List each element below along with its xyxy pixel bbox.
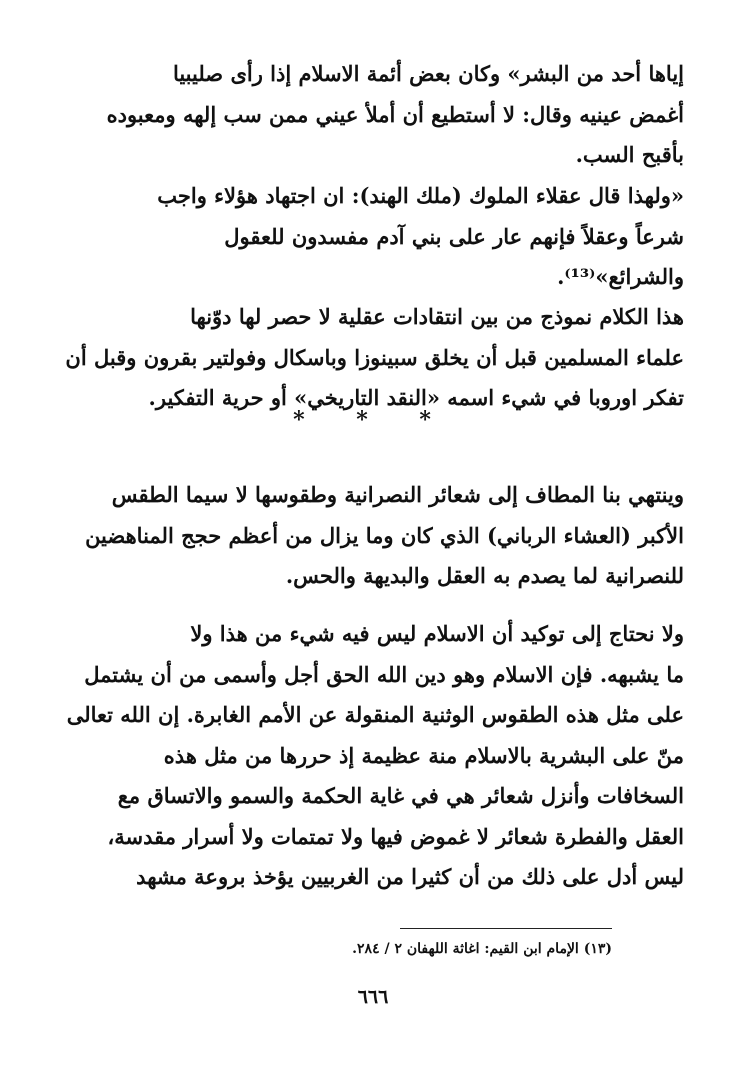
- paragraph-1: [62, 54, 684, 176]
- text-line: على مثل هذه الطقوس الوثنية المنقولة عن الأمم الغابرة. إن الله تعالى: [66, 702, 684, 727]
- footnote: (١٣) الإمام ابن القيم: اغاثة اللهفان ٢ / ٢٨٤.: [352, 941, 612, 957]
- text-line: شرعاً وعقلاً فإنهم عار على بني آدم مفسدون للعقول: [224, 223, 684, 249]
- text-line: هذا الكلام نموذج من بين انتقادات عقلية لا حصر لها دوّنها: [190, 304, 684, 329]
- paragraph-5: [62, 614, 684, 898]
- text-line: علماء المسلمين قبل أن يخلق سبينوزا وباسكال وفولتير بقرون وقبل أن: [65, 344, 684, 370]
- text-line: بأقبح السب.: [575, 142, 684, 167]
- footnote-divider: [400, 928, 612, 929]
- paragraph-3: [62, 297, 684, 419]
- text-line: أغمض عينيه وقال: لا أستطيع أن أملأ عيني ممن سب إلهه ومعبوده: [106, 101, 684, 127]
- text-line: السخافات وأنزل شعائر هي في غاية الحكمة والسمو والاتساق مع: [117, 783, 684, 808]
- text-line: تفكر اوروبا في شيء اسمه «النقد التاريخي» أو حرية التفكير.: [148, 385, 684, 410]
- text-line: وينتهي بنا المطاف إلى شعائر النصرانية وطقوسها لا سيما الطقس: [111, 482, 684, 507]
- text-line: العقل والفطرة شعائر لا غموض فيها ولا تمتمات ولا أسرار مقدسة،: [107, 823, 684, 849]
- page-number: ٦٦٦: [357, 986, 389, 1008]
- text-line: ولا نحتاج إلى توكيد أن الاسلام ليس فيه شيء من هذا ولا: [190, 621, 684, 646]
- text-line: «ولهذا قال عقلاء الملوك (ملك الهند): ان اجتهاد هؤلاء واجب: [157, 183, 684, 208]
- text-line: ليس أدل على ذلك من أن كثيرا من الغربيين يؤخذ بروعة مشهد: [136, 864, 684, 889]
- text-line: إياها أحد من البشر» وكان بعض أئمة الاسلام إذا رأى صليبيا: [172, 61, 684, 86]
- text-line: ما يشبهه. فإن الاسلام وهو دين الله الحق أجل وأسمى من أن يشتمل: [84, 661, 684, 687]
- text-line: للنصرانية لما يصدم به العقل والبديهة والحس.: [285, 563, 684, 588]
- section-separator: * * *: [293, 407, 453, 433]
- text-line: والشرائع»⁽¹³⁾.: [557, 264, 684, 289]
- paragraph-2: [62, 176, 684, 298]
- text-line: الأكبر (العشاء الرباني) الذي كان وما يزال من أعظم حجج المناهضين: [85, 522, 684, 548]
- paragraph-4: [62, 475, 684, 597]
- text-line: منّ على البشرية بالاسلام منة عظيمة إذ حررها من مثل هذه: [163, 742, 684, 768]
